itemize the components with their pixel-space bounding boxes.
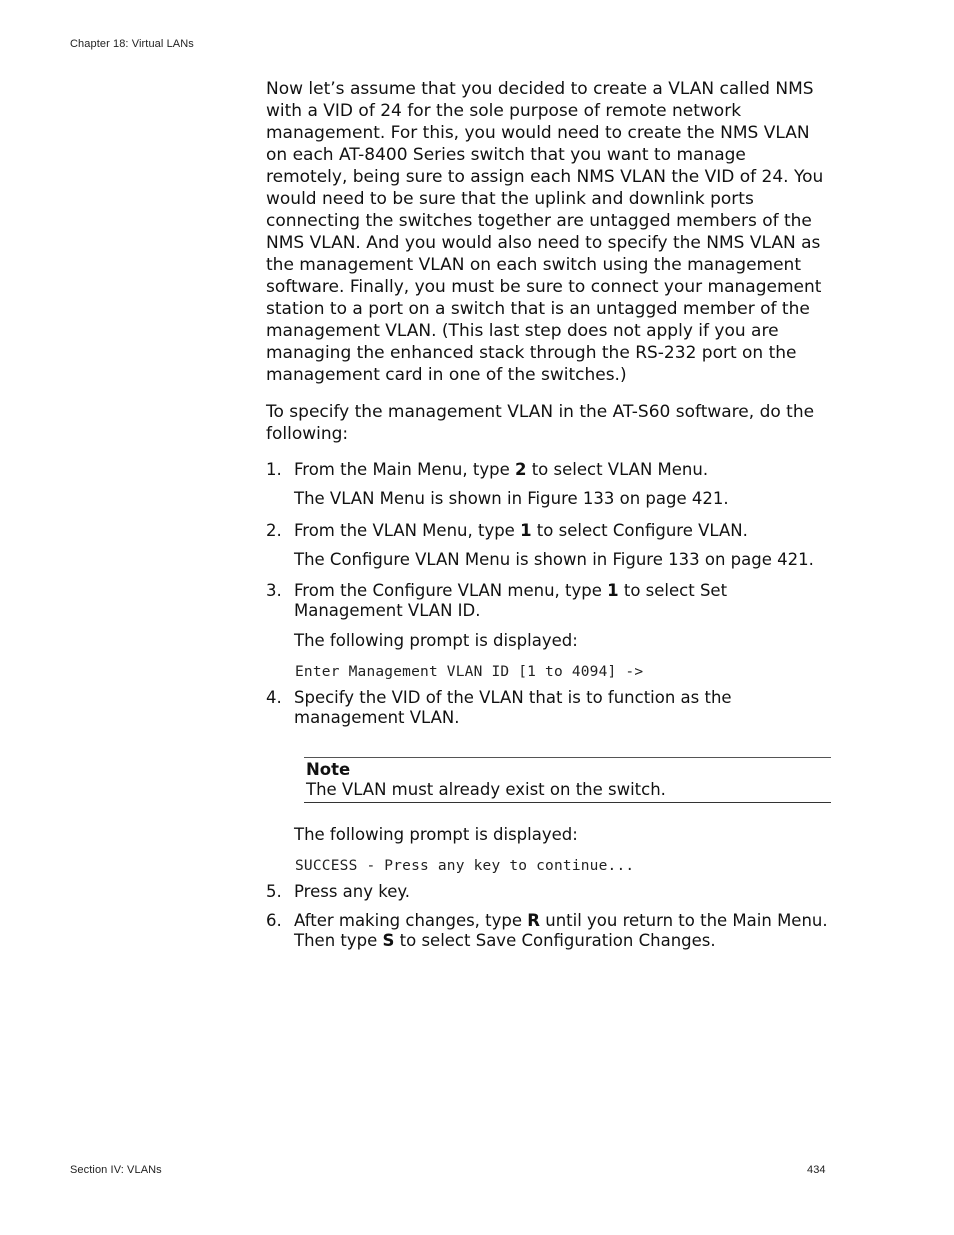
step-1 — [266, 460, 831, 480]
running-footer: Section IV: VLANs — [70, 1164, 162, 1176]
step-6 — [266, 911, 831, 951]
step-text: to select VLAN Menu. — [526, 460, 709, 479]
step-number: 5. — [266, 882, 282, 901]
step-text: From the Main Menu, type — [294, 460, 515, 479]
step-3-result: The following prompt is displayed: — [294, 631, 578, 650]
step-key: R — [527, 911, 540, 930]
instructions-intro: To specify the management VLAN in the AT-S60 software, do the following: — [266, 402, 815, 444]
step-number: 6. — [266, 911, 282, 930]
step-key: S — [382, 931, 395, 950]
step-5 — [266, 882, 831, 902]
step-text: to select Configure VLAN. — [531, 521, 748, 540]
document-body — [266, 78, 831, 951]
success-code: SUCCESS - Press any key to continue... — [295, 858, 635, 874]
note-title: Note — [306, 760, 351, 779]
step-text: From the Configure VLAN menu, type — [294, 581, 608, 600]
step-number: 3. — [266, 581, 282, 600]
step-2 — [266, 521, 831, 541]
step-4 — [266, 688, 831, 728]
page-number: 434 — [807, 1164, 826, 1176]
step-1-result: The VLAN Menu is shown in Figure 133 on page 421. — [294, 489, 729, 508]
step-key: 1 — [607, 581, 619, 600]
step-text: From the VLAN Menu, type — [294, 521, 521, 540]
running-header: Chapter 18: Virtual LANs — [70, 38, 194, 50]
step-number: 2. — [266, 521, 282, 540]
note-text: The VLAN must already exist on the switch. — [306, 780, 666, 799]
step-4-result: The following prompt is displayed: — [294, 825, 578, 844]
intro-paragraph: Now let’s assume that you decided to create a VLAN called NMS with a VID of 24 for the sole purpose of remote network management. For this, you would need to create the NMS VLAN on each AT-8400 Series switch that you want to manage remotely, being sure to assign each NMS VLAN the VID of 24. You would need to be sure that the uplink and downlink ports connecting the switches together are untagged members of the NMS VLAN. And you would also need to specify the NMS VLAN as the management VLAN on each switch using the management software. Finally, you must be sure to connect your management station to a port on a switch that is an untagged member of the management VLAN. (This last step does not apply if you are managing the enhanced stack through the RS-232 port on the management card in one of the switches.) — [266, 79, 824, 385]
step-text: to select Set Management VLAN ID. — [294, 581, 728, 620]
step-text: After making changes, type — [294, 911, 528, 930]
step-number: 1. — [266, 460, 282, 479]
note-box — [304, 757, 831, 803]
step-number: 4. — [266, 688, 282, 707]
step-text: Specify the VID of the VLAN that is to function as the management VLAN. — [294, 688, 732, 727]
step-text: to select Save Configuration Changes. — [394, 931, 716, 950]
step-2-result: The Configure VLAN Menu is shown in Figure 133 on page 421. — [294, 550, 814, 569]
prompt-code: Enter Management VLAN ID [1 to 4094] -> — [295, 664, 644, 680]
step-text: Press any key. — [294, 882, 411, 901]
step-text: until you return to the Main Menu. Then type — [294, 911, 828, 950]
step-key: 1 — [520, 521, 532, 540]
step-3 — [266, 581, 831, 621]
step-key: 2 — [514, 460, 527, 479]
